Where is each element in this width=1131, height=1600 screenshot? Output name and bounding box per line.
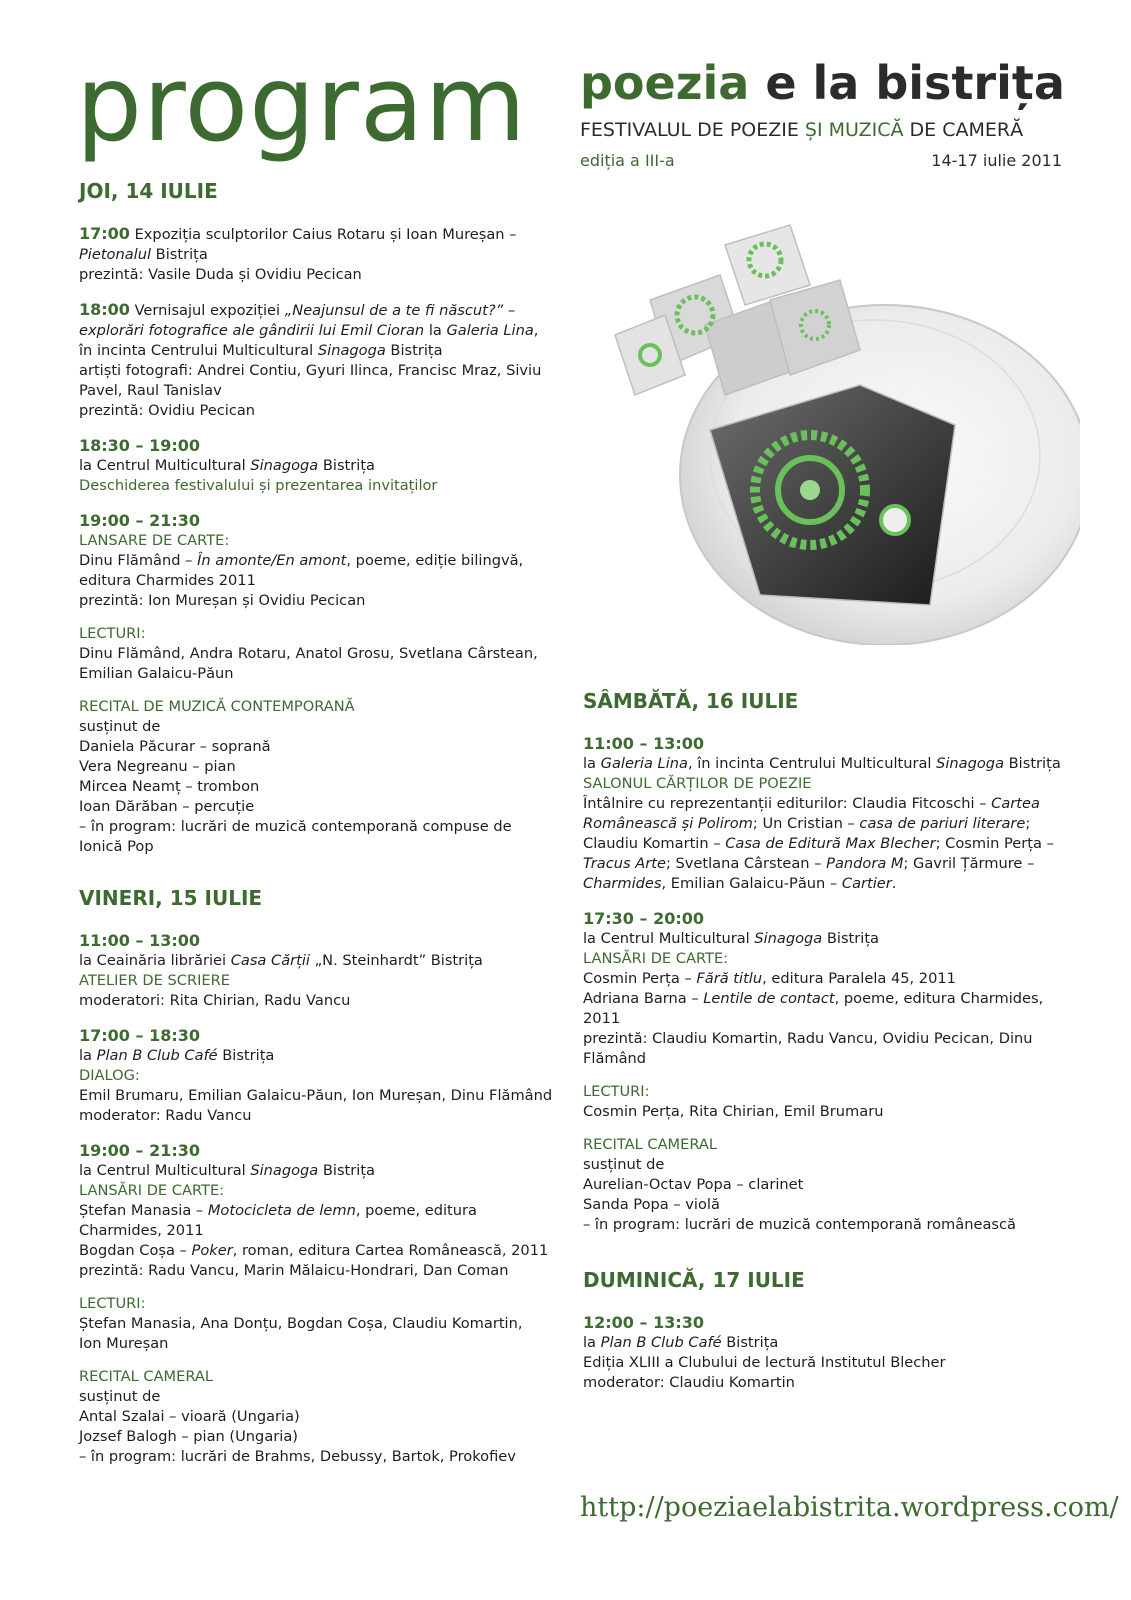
section-heading: LANSĂRI DE CARTE: (79, 1182, 225, 1199)
page-title: program (76, 43, 527, 165)
website-link[interactable]: http://poeziaelabistrita.wordpress.com/ (580, 1492, 1119, 1523)
festival-name: poezia e la bistrița (580, 56, 1065, 110)
event: 11:00 – 13:00 la Galeria Lina, în incinta Centrului Multicultural Sinagoga Bistrița SALONUL CĂRȚILOR DE POEZIE Întâlnire cu reprezentanții editurilor: Claudia Fitcoschi – Cartea Românească și Polirom; Un Cristian – casa de pariuri literare; Claudiu Komartin – Casa de Editură Max Blecher; Cosmin Perța – Tracus Arte; Svetlana Cârstean – Pandora M; Gavril Țărmure – Charmides, Emilian Galaicu-Păun – Cartier. (583, 734, 1063, 894)
event-time: 17:00 (79, 224, 130, 243)
event-time: 19:00 – 21:30 (79, 1141, 200, 1160)
event-time: 11:00 – 13:00 (583, 734, 704, 753)
day-title: JOI, 14 IULIE (79, 179, 218, 203)
festival-header (580, 56, 1065, 170)
event-time: 18:30 – 19:00 (79, 436, 200, 455)
event: 12:00 – 13:30 la Plan B Club Café Bistrița Ediția XLIII a Clubului de lectură Institutul Blecher moderator: Claudiu Komartin (583, 1313, 1063, 1393)
section-heading: SALONUL CĂRȚILOR DE POEZIE (583, 775, 812, 792)
section-heading: LECTURI: (583, 1083, 650, 1100)
day-title: DUMINICĂ, 17 IULIE (583, 1268, 805, 1292)
section-heading: LECTURI: (79, 1295, 146, 1312)
event-time: 17:30 – 20:00 (583, 909, 704, 928)
day-friday (79, 885, 559, 1467)
section-heading: LECTURI: (79, 625, 146, 642)
day-thursday (79, 178, 559, 857)
section-heading: RECITAL CAMERAL (583, 1136, 718, 1153)
day-title: SÂMBĂTĂ, 16 IULIE (583, 689, 799, 713)
section-heading: LANSĂRI DE CARTE: (583, 950, 729, 967)
event: 18:30 – 19:00 la Centrul Multicultural Sinagoga Bistrița Deschiderea festivalului și prezentarea invitaților (79, 436, 559, 496)
day-title: VINERI, 15 IULIE (79, 886, 263, 910)
day-saturday (583, 688, 1063, 1235)
festival-meta (580, 151, 1062, 170)
festival-subtitle: FESTIVALUL DE POEZIE ȘI MUZICĂ DE CAMERĂ (580, 118, 1024, 141)
event-time: 11:00 – 13:00 (79, 931, 200, 950)
section-heading: RECITAL DE MUZICĂ CONTEMPORANĂ (79, 698, 355, 715)
event: 18:00 Vernisajul expoziției „Neajunsul de a te fi născut?” – explorări fotografice ale gândirii lui Emil Cioran la Galeria Lina, în incinta Centrului Multicultural Sinagoga Bistrița artiști fotografi: Andrei Contiu, Gyuri Ilinca, Francisc Mraz, Siviu Pavel, Raul Tanislav prezintă: Ovidiu Pecican (79, 300, 542, 419)
event: 19:00 – 21:30 la Centrul Multicultural Sinagoga Bistrița LANSĂRI DE CARTE: Ștefan Manasia – Motocicleta de lemn, poeme, editura Charmides, 2011 Bogdan Coșa – Poker, roman, editura Cartea Românească, 2011 prezintă: Radu Vancu, Marin Mălaicu-Hondrari, Dan Coman LECTURI: Ștefan Manasia, Ana Donțu, Bogdan Coșa, Claudiu Komartin, Ion Mureșan RECITAL CAMERAL susținut de Antal Szalai – vioară (Ungaria) Jozsef Balogh – pian (Ungaria) – în program: lucrări de Brahms, Debussy, Bartok, Prokofiev (79, 1141, 559, 1467)
event: 17:00 – 18:30 la Plan B Club Café Bistrița DIALOG: Emil Brumaru, Emilian Galaicu-Păun, Ion Mureșan, Dinu Flămând moderator: Radu Vancu (79, 1026, 559, 1126)
event-time: 19:00 – 21:30 (79, 511, 200, 530)
festival-dates: 14-17 iulie 2011 (931, 150, 1062, 170)
day-sunday (583, 1267, 1063, 1393)
event-time: 17:00 – 18:30 (79, 1026, 200, 1045)
section-heading: RECITAL CAMERAL (79, 1368, 214, 1385)
event: 19:00 – 21:30 LANSARE DE CARTE: Dinu Flămând – În amonte/En amont, poeme, ediție bilingvă, editura Charmides 2011 prezintă: Ion Mureșan și Ovidiu Pecican LECTURI: Dinu Flămând, Andra Rotaru, Anatol Grosu, Svetlana Cârstean, Emilian Galaicu-Păun RECITAL DE MUZICĂ CONTEMPORANĂ susținut de Daniela Păcurar – soprană Vera Negreanu – pian Mircea Neamț – trombon Ioan Dărăban – percuție – în program: lucrări de muzică contemporană compuse de Ionică Pop (79, 511, 559, 857)
event: 17:30 – 20:00 la Centrul Multicultural Sinagoga Bistrița LANSĂRI DE CARTE: Cosmin Perța – Fără titlu, editura Paralela 45, 2011 Adriana Barna – Lentile de contact, poeme, editura Charmides, 2011 prezintă: Claudiu Komartin, Radu Vancu, Ovidiu Pecican, Dinu Flămând LECTURI: Cosmin Perța, Rita Chirian, Emil Brumaru RECITAL CAMERAL susținut de Aurelian-Octav Popa – clarinet Sanda Popa – violă – în program: lucrări de muzică contemporană românească (583, 909, 1063, 1235)
event: 17:00 Expoziția sculptorilor Caius Rotaru și Ioan Mureșan – Pietonalul Bistrița prezintă: Vasile Duda și Ovidiu Pecican (79, 224, 517, 283)
program-right-column (583, 688, 1063, 1421)
festival-edition: ediția a III-a (580, 150, 675, 170)
section-heading: LANSARE DE CARTE: (79, 532, 230, 549)
event: 11:00 – 13:00 la Ceainăria librăriei Casa Cărții „N. Steinhardt” Bistrița ATELIER DE SCRIERE moderatori: Rita Chirian, Radu Vancu (79, 931, 559, 1011)
event-time: 18:00 (79, 300, 130, 319)
event-time: 12:00 – 13:30 (583, 1313, 704, 1332)
gear-cubes-illustration (610, 215, 1080, 645)
program-left-column (79, 178, 559, 1495)
